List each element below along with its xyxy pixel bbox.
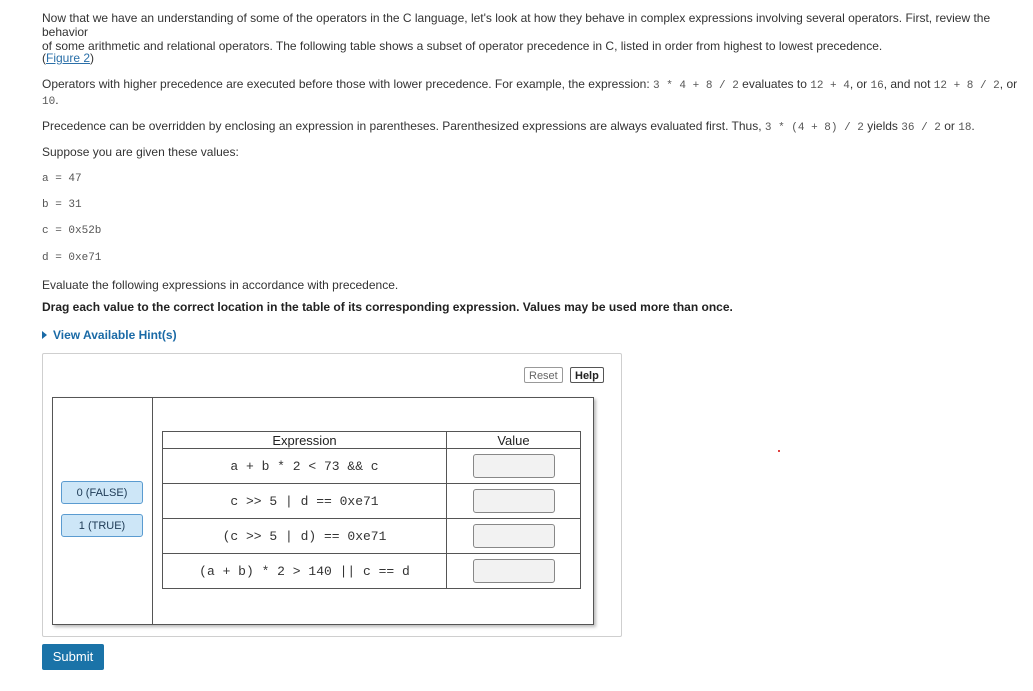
- figure-2-link[interactable]: Figure 2: [46, 51, 91, 65]
- override-code-2: 36 / 2: [901, 122, 941, 134]
- figure-link-wrap: (Figure 2): [42, 51, 95, 65]
- override-text-2: yields: [863, 119, 902, 133]
- expression-cell: c >> 5 | d == 0xe71: [163, 484, 447, 519]
- reset-button[interactable]: Reset: [524, 367, 563, 383]
- precedence-text-3: , or: [849, 77, 871, 91]
- stray-dot: [778, 450, 780, 452]
- expression-cell: a + b * 2 < 73 && c: [163, 449, 447, 484]
- precedence-text-2: evaluates to: [738, 77, 811, 91]
- precedence-code-4: 12 + 8 / 2: [933, 80, 1000, 92]
- hint-label: View Available Hint(s): [53, 328, 177, 342]
- precedence-text-1: Operators with higher precedence are executed before those with lower precedence. For example, the expression:: [42, 77, 654, 91]
- drop-target[interactable]: [473, 454, 555, 478]
- drop-target[interactable]: [473, 524, 555, 548]
- table-row: [163, 484, 581, 519]
- caret-right-icon: [42, 331, 47, 339]
- expression-header: Expression: [163, 432, 447, 449]
- precedence-text-6: .: [55, 93, 59, 107]
- expression-table: [162, 431, 581, 589]
- drop-target[interactable]: [473, 559, 555, 583]
- value-c: c = 0x52b: [42, 225, 102, 237]
- override-code-1: 3 * (4 + 8) / 2: [764, 122, 864, 134]
- override-text-1: Precedence can be overridden by enclosing an expression in parentheses. Parenthesized expressions are always evaluated first. Thus,: [42, 119, 765, 133]
- value-header: Value: [447, 432, 581, 449]
- evaluate-text: Evaluate the following expressions in accordance with precedence.: [42, 278, 399, 292]
- value-a: a = 47: [42, 173, 82, 185]
- table-row: [163, 554, 581, 589]
- value-d: d = 0xe71: [42, 252, 102, 264]
- drop-target[interactable]: [473, 489, 555, 513]
- work-area-divider: [152, 397, 153, 624]
- override-paragraph: [42, 119, 1027, 135]
- intro-paragraph: [42, 11, 1032, 53]
- precedence-code-3: 16: [870, 80, 884, 92]
- value-cell: [447, 554, 581, 589]
- precedence-code-5: 10: [42, 96, 56, 108]
- table-row: [163, 449, 581, 484]
- help-button[interactable]: Help: [570, 367, 604, 383]
- precedence-text-4: , and not: [883, 77, 934, 91]
- precedence-text-5: , or: [999, 77, 1018, 91]
- precedence-paragraph: [42, 77, 1027, 109]
- precedence-code-1: 3 * 4 + 8 / 2: [653, 80, 739, 92]
- hint-toggle[interactable]: [42, 328, 177, 342]
- table-row: [163, 519, 581, 554]
- precedence-code-2: 12 + 4: [810, 80, 850, 92]
- value-b: b = 31: [42, 199, 82, 211]
- chip-false[interactable]: 0 (FALSE): [61, 481, 143, 504]
- submit-button[interactable]: Submit: [42, 644, 104, 670]
- chip-true[interactable]: 1 (TRUE): [61, 514, 143, 537]
- intro-line-2: of some arithmetic and relational operators. The following table shows a subset of operator precedence in C, listed in order from highest to lowest precedence.: [42, 39, 883, 53]
- value-cell: [447, 519, 581, 554]
- override-text-4: .: [971, 119, 975, 133]
- override-text-3: or: [940, 119, 959, 133]
- given-text: Suppose you are given these values:: [42, 145, 239, 159]
- table-header-row: [163, 432, 581, 449]
- value-cell: [447, 449, 581, 484]
- expression-cell: (c >> 5 | d) == 0xe71: [163, 519, 447, 554]
- value-cell: [447, 484, 581, 519]
- expression-cell: (a + b) * 2 > 140 || c == d: [163, 554, 447, 589]
- drag-instructions: Drag each value to the correct location in the table of its corresponding expression. Values may be used more than once.: [42, 300, 733, 314]
- intro-line-1: Now that we have an understanding of some of the operators in the C language, let's look at how they behave in complex expressions involving several operators. First, review the behavior: [42, 11, 991, 39]
- override-code-3: 18: [958, 122, 972, 134]
